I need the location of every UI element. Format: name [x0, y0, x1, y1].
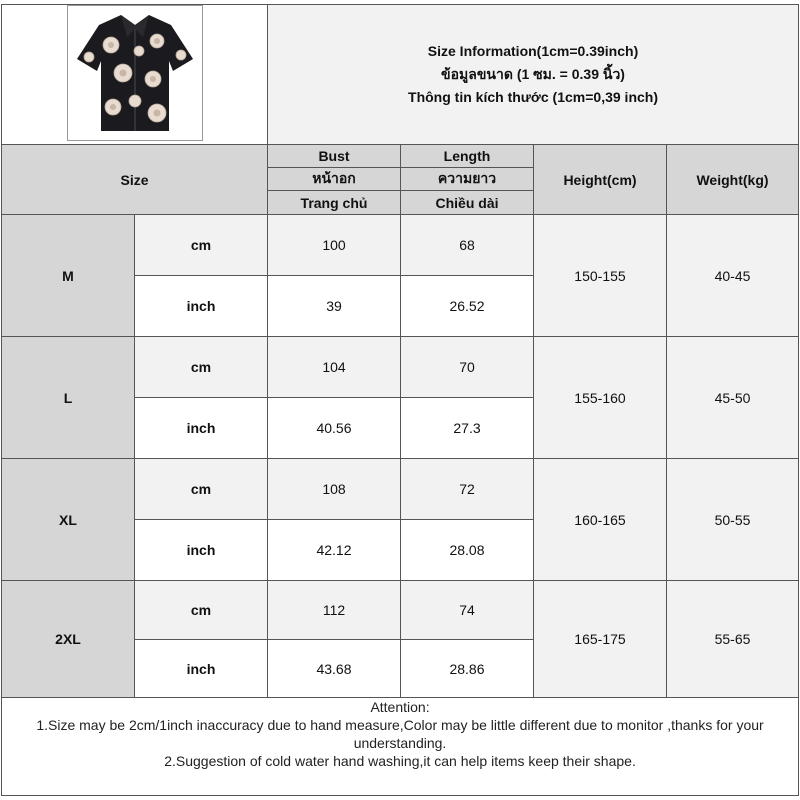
- bust-cm-value: 100: [268, 215, 401, 276]
- bust-cm-value: 104: [268, 337, 401, 398]
- unit-inch-label: inch: [135, 640, 268, 698]
- length-inch-value: 26.52: [401, 276, 534, 337]
- bust-header-th: หน้าอก: [268, 168, 401, 191]
- height-header: Height(cm): [534, 145, 667, 215]
- size-label-2xl: 2XL: [2, 581, 135, 698]
- length-inch-value: 28.08: [401, 520, 534, 581]
- table-row: [2, 581, 799, 640]
- size-chart-table: [1, 4, 799, 796]
- weight-range: 45-50: [667, 337, 799, 459]
- table-row: [2, 337, 799, 398]
- height-range: 150-155: [534, 215, 667, 337]
- bust-header-vi: Trang chủ: [268, 191, 401, 215]
- bust-header-en: Bust: [268, 145, 401, 168]
- unit-cm-label: cm: [135, 215, 268, 276]
- size-label-l: L: [2, 337, 135, 459]
- unit-cm-label: cm: [135, 459, 268, 520]
- weight-range: 40-45: [667, 215, 799, 337]
- title-thai: ข้อมูลขนาด (1 ซม. = 0.39 นิ้ว): [441, 66, 625, 82]
- length-header-vi: Chiều dài: [401, 191, 534, 215]
- unit-inch-label: inch: [135, 398, 268, 459]
- table-row: [2, 459, 799, 520]
- weight-range: 55-65: [667, 581, 799, 698]
- title-cell: [268, 5, 799, 145]
- length-cm-value: 68: [401, 215, 534, 276]
- table-row: [2, 215, 799, 276]
- bust-cm-value: 108: [268, 459, 401, 520]
- shirt-photo-icon: [69, 7, 201, 139]
- title-english: Size Information(1cm=0.39inch): [427, 43, 639, 59]
- attention-row: [2, 698, 799, 796]
- bust-cm-value: 112: [268, 581, 401, 640]
- height-range: 165-175: [534, 581, 667, 698]
- product-photo-frame: [67, 5, 203, 141]
- unit-cm-label: cm: [135, 581, 268, 640]
- header-row-1: [2, 145, 799, 168]
- size-column-header: Size: [2, 145, 268, 215]
- length-cm-value: 72: [401, 459, 534, 520]
- height-range: 155-160: [534, 337, 667, 459]
- bust-inch-value: 40.56: [268, 398, 401, 459]
- unit-cm-label: cm: [135, 337, 268, 398]
- height-range: 160-165: [534, 459, 667, 581]
- attention-note-2: 2.Suggestion of cold water hand washing,it can help items keep their shape.: [164, 753, 636, 769]
- unit-inch-label: inch: [135, 276, 268, 337]
- size-label-xl: XL: [2, 459, 135, 581]
- weight-range: 50-55: [667, 459, 799, 581]
- bust-inch-value: 43.68: [268, 640, 401, 698]
- length-header-en: Length: [401, 145, 534, 168]
- product-image-cell: [2, 5, 268, 145]
- attention-note-1: 1.Size may be 2cm/1inch inaccuracy due to hand measure,Color may be little different due to monitor ,thanks for your understanding.: [36, 717, 764, 751]
- unit-inch-label: inch: [135, 520, 268, 581]
- attention-cell: [2, 698, 799, 796]
- size-label-m: M: [2, 215, 135, 337]
- bust-inch-value: 39: [268, 276, 401, 337]
- bust-inch-value: 42.12: [268, 520, 401, 581]
- weight-header: Weight(kg): [667, 145, 799, 215]
- attention-heading: Attention:: [370, 699, 430, 715]
- length-cm-value: 74: [401, 581, 534, 640]
- length-cm-value: 70: [401, 337, 534, 398]
- title-vietnamese: Thông tin kích thước (1cm=0,39 inch): [408, 89, 658, 105]
- length-header-th: ความยาว: [401, 168, 534, 191]
- length-inch-value: 28.86: [401, 640, 534, 698]
- length-inch-value: 27.3: [401, 398, 534, 459]
- title-row: [2, 5, 799, 145]
